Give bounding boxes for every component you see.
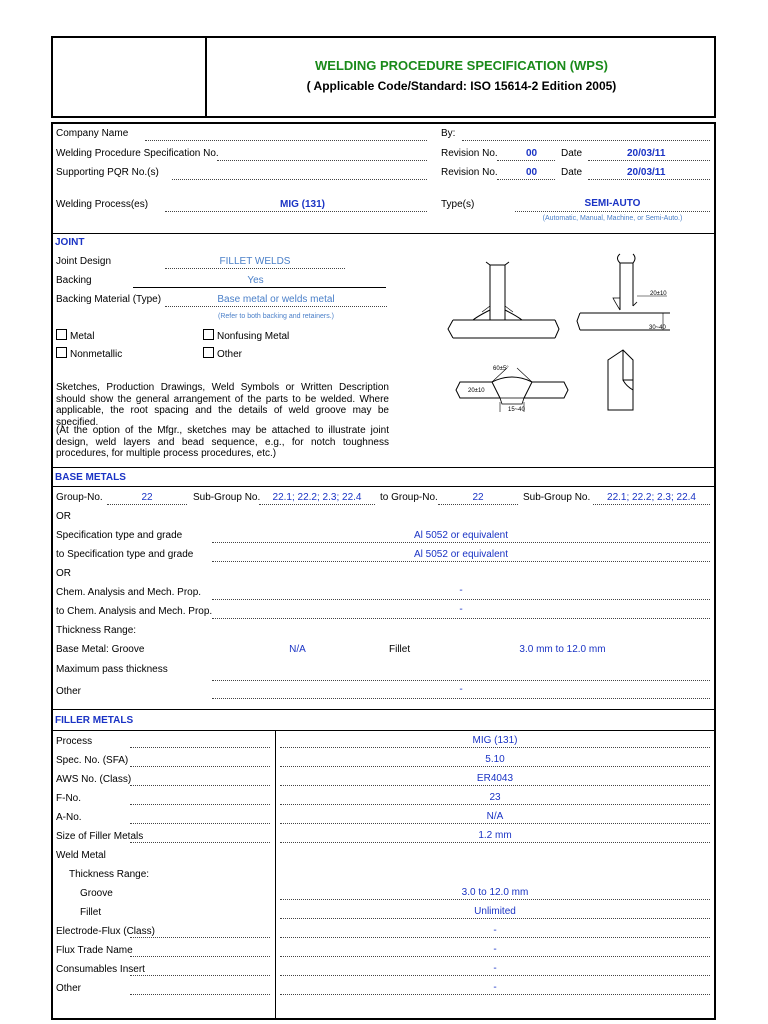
filler-row-label-line	[130, 804, 270, 805]
subgroup-value: 22.1; 22.2; 2.3; 22.4	[272, 492, 362, 503]
filler-row-field[interactable]	[280, 785, 710, 786]
type-field[interactable]	[515, 211, 710, 212]
max-pass-field[interactable]	[212, 680, 710, 681]
filler-row-label: F-No.	[56, 793, 81, 804]
fillet-weld-sketch-1	[445, 260, 560, 345]
pqr-field[interactable]	[172, 179, 427, 180]
page-subtitle: ( Applicable Code/Standard: ISO 15614-2 Edition 2005)	[306, 79, 617, 93]
process-field[interactable]	[165, 211, 427, 212]
filler-row-label: AWS No. (Class)	[56, 774, 132, 785]
filler-row-label-line	[130, 975, 270, 976]
pqr-label: Supporting PQR No.(s)	[56, 167, 159, 178]
dim-b-label: 30~40	[649, 325, 666, 331]
filler-row-label-line	[130, 766, 270, 767]
max-pass-label: Maximum pass thickness	[56, 664, 168, 675]
by-field[interactable]	[462, 140, 710, 141]
base-other-value: -	[459, 684, 463, 695]
metal-checkbox[interactable]	[56, 329, 94, 342]
date-field[interactable]	[588, 160, 710, 161]
backing-material-label: Backing Material (Type)	[56, 294, 162, 305]
base-metals-divider-2	[51, 486, 716, 487]
filler-row-field[interactable]	[280, 804, 710, 805]
to-group-no-field[interactable]	[438, 504, 518, 505]
filler-row-label: Process	[56, 736, 93, 747]
filler-row-label-line	[130, 785, 270, 786]
thickness-range-label: Thickness Range:	[56, 625, 137, 636]
base-metals-divider	[51, 467, 716, 468]
joint-design-value: FILLET WELDS	[219, 256, 291, 267]
base-metals-heading: BASE METALS	[55, 472, 126, 483]
pqr-date-value: 20/03/11	[627, 167, 666, 178]
date-value: 20/03/11	[627, 148, 666, 159]
form-frame	[51, 122, 716, 1020]
revision-value: 00	[526, 148, 538, 159]
joint-divider	[51, 233, 716, 234]
type-note: (Automatic, Manual, Machine, or Semi-Auto.)	[542, 215, 683, 222]
group-no-value: 22	[141, 492, 153, 503]
to-spec-grade-field[interactable]	[212, 561, 710, 562]
backing-value: Yes	[247, 275, 264, 286]
logo-area	[205, 36, 207, 118]
other-checkbox[interactable]	[203, 347, 242, 360]
joint-design-label: Joint Design	[56, 256, 112, 267]
filler-row-value: N/A	[486, 811, 504, 822]
type-value: SEMI-AUTO	[584, 198, 641, 209]
spec-grade-label: Specification type and grade	[56, 530, 183, 541]
filler-row-label-line	[130, 842, 270, 843]
filler-row-label: Electrode-Flux (Class)	[56, 926, 155, 937]
pqr-revision-field[interactable]	[497, 179, 555, 180]
filler-row-label: Spec. No. (SFA)	[56, 755, 129, 766]
spec-grade-value: Al 5052 or equivalent	[414, 530, 508, 541]
filler-row-value: 3.0 to 12.0 mm	[461, 887, 529, 898]
filler-divider-2	[51, 730, 716, 731]
type-label: Type(s)	[441, 199, 475, 210]
filler-row-field[interactable]	[280, 994, 710, 995]
nonfusing-label: Nonfusing Metal	[217, 331, 290, 342]
filler-row-value: 5.10	[485, 754, 505, 765]
backing-material-value: Base metal or welds metal	[217, 294, 335, 305]
backing-material-field[interactable]	[165, 306, 387, 307]
backing-label: Backing	[56, 275, 92, 286]
to-chem-analysis-label: to Chem. Analysis and Mech. Prop.	[56, 606, 213, 617]
spec-grade-field[interactable]	[212, 542, 710, 543]
to-subgroup-value: 22.1; 22.2; 2.3; 22.4	[607, 492, 696, 503]
checkbox-icon	[56, 347, 67, 358]
nonmetallic-label: Nonmetallic	[70, 349, 123, 360]
filler-row-label: Consumables Insert	[56, 964, 145, 975]
checkbox-icon	[203, 329, 214, 340]
joint-design-field[interactable]	[165, 268, 345, 269]
filler-row-field[interactable]	[280, 975, 710, 976]
or-label-2: OR	[56, 568, 71, 579]
dim-d-label: 20±10	[468, 388, 485, 394]
filler-column-divider	[275, 730, 276, 1020]
filler-row-value: 23	[489, 792, 501, 803]
to-chem-analysis-value: -	[459, 604, 463, 615]
to-subgroup-label: Sub-Group No.	[523, 492, 591, 503]
filler-row-value: -	[493, 925, 497, 936]
to-subgroup-field[interactable]	[593, 504, 710, 505]
group-no-field[interactable]	[107, 504, 187, 505]
filler-row-field[interactable]	[280, 823, 710, 824]
pqr-revision-label: Revision No.	[441, 167, 498, 178]
company-field[interactable]	[145, 140, 427, 141]
other-label: Other	[217, 349, 243, 360]
pqr-date-field[interactable]	[588, 179, 710, 180]
fillet-value: 3.0 mm to 12.0 mm	[519, 644, 606, 655]
filler-row-label: A-No.	[56, 812, 82, 823]
fillet-label: Fillet	[389, 644, 411, 655]
nonfusing-checkbox[interactable]	[203, 329, 289, 342]
group-no-label: Group-No.	[56, 492, 103, 503]
backing-material-note: (Refer to both backing and retainers.)	[218, 313, 334, 320]
sketch-option-note: (At the option of the Mfgr., sketches may be attached to illustrate joint design, weld layers and bead sequence, e.g., for notch toughness procedures, for multiple process procedures, etc.)	[56, 425, 389, 459]
filler-row-label: Size of Filler Metals	[56, 831, 144, 842]
wps-no-field[interactable]	[217, 160, 427, 161]
filler-row-label-line	[130, 937, 270, 938]
sketch-instructions: Sketches, Production Drawings, Weld Symbols or Written Description should show the general arrangement of the parts to be welded. Where applicable, the root spacing and the details of weld groove may be specified.	[56, 382, 389, 428]
filler-row-field[interactable]	[280, 937, 710, 938]
process-label: Welding Process(es)	[56, 199, 149, 210]
to-group-no-value: 22	[472, 492, 484, 503]
filler-row-label: Groove	[80, 888, 113, 899]
revision-field[interactable]	[497, 160, 555, 161]
filler-row-field[interactable]	[280, 842, 710, 843]
header-box	[51, 36, 716, 118]
filler-row-field[interactable]	[280, 766, 710, 767]
groove-value: N/A	[289, 644, 306, 655]
to-chem-analysis-field[interactable]	[212, 618, 710, 619]
by-label: By:	[441, 128, 456, 139]
joint-heading: JOINT	[55, 237, 85, 248]
filler-row-label: Thickness Range:	[69, 869, 150, 880]
or-label-1: OR	[56, 511, 71, 522]
dim-a-label: 20±10	[650, 291, 667, 297]
page-title: WELDING PROCEDURE SPECIFICATION (WPS)	[315, 58, 608, 73]
to-spec-grade-label: to Specification type and grade	[56, 549, 194, 560]
metal-label: Metal	[70, 331, 95, 342]
filler-row-field[interactable]	[280, 747, 710, 748]
dim-e-label: 15~40	[508, 407, 525, 413]
process-value: MIG (131)	[279, 199, 325, 210]
filler-row-label: Weld Metal	[56, 850, 106, 861]
revision-label: Revision No.	[441, 148, 498, 159]
dim-c-label: 60±5°	[493, 366, 509, 372]
date-label: Date	[561, 148, 583, 159]
base-other-label: Other	[56, 686, 82, 697]
to-group-no-label: to Group-No.	[380, 492, 438, 503]
to-spec-grade-value: Al 5052 or equivalent	[414, 549, 508, 560]
filler-row-label-line	[130, 747, 270, 748]
subgroup-field[interactable]	[259, 504, 375, 505]
filler-row-label-line	[130, 823, 270, 824]
backing-field[interactable]	[133, 287, 386, 288]
base-other-field[interactable]	[212, 698, 710, 699]
filler-row-value: Unlimited	[474, 906, 516, 917]
filler-row-value: 1.2 mm	[478, 830, 512, 841]
pqr-revision-value: 00	[526, 167, 538, 178]
pqr-date-label: Date	[561, 167, 583, 178]
filler-row-label: Flux Trade Name	[56, 945, 133, 956]
nonmetallic-checkbox[interactable]	[56, 347, 122, 360]
checkbox-icon	[203, 347, 214, 358]
filler-row-label-line	[130, 956, 270, 957]
chem-analysis-value: -	[459, 585, 463, 596]
subgroup-label: Sub-Group No.	[193, 492, 261, 503]
filler-row-value: -	[493, 944, 497, 955]
filler-row-field[interactable]	[280, 899, 710, 900]
filler-row-value: -	[493, 963, 497, 974]
chem-analysis-label: Chem. Analysis and Mech. Prop.	[56, 587, 202, 598]
filler-heading: FILLER METALS	[55, 715, 134, 726]
checkbox-icon	[56, 329, 67, 340]
filler-row-field[interactable]	[280, 918, 710, 919]
chem-analysis-field[interactable]	[212, 599, 710, 600]
filler-row-field[interactable]	[280, 956, 710, 957]
filler-row-value: MIG (131)	[472, 735, 518, 746]
filler-row-value: ER4043	[476, 773, 514, 784]
filler-divider	[51, 709, 716, 710]
company-label: Company Name	[56, 128, 129, 139]
filler-row-label: Fillet	[80, 907, 102, 918]
corner-weld-sketch	[598, 350, 648, 420]
filler-row-label-line	[130, 994, 270, 995]
base-groove-label: Base Metal: Groove	[56, 644, 145, 655]
wps-no-label: Welding Procedure Specification No.	[56, 148, 219, 159]
filler-row-value: -	[493, 982, 497, 993]
filler-row-label: Other	[56, 983, 82, 994]
